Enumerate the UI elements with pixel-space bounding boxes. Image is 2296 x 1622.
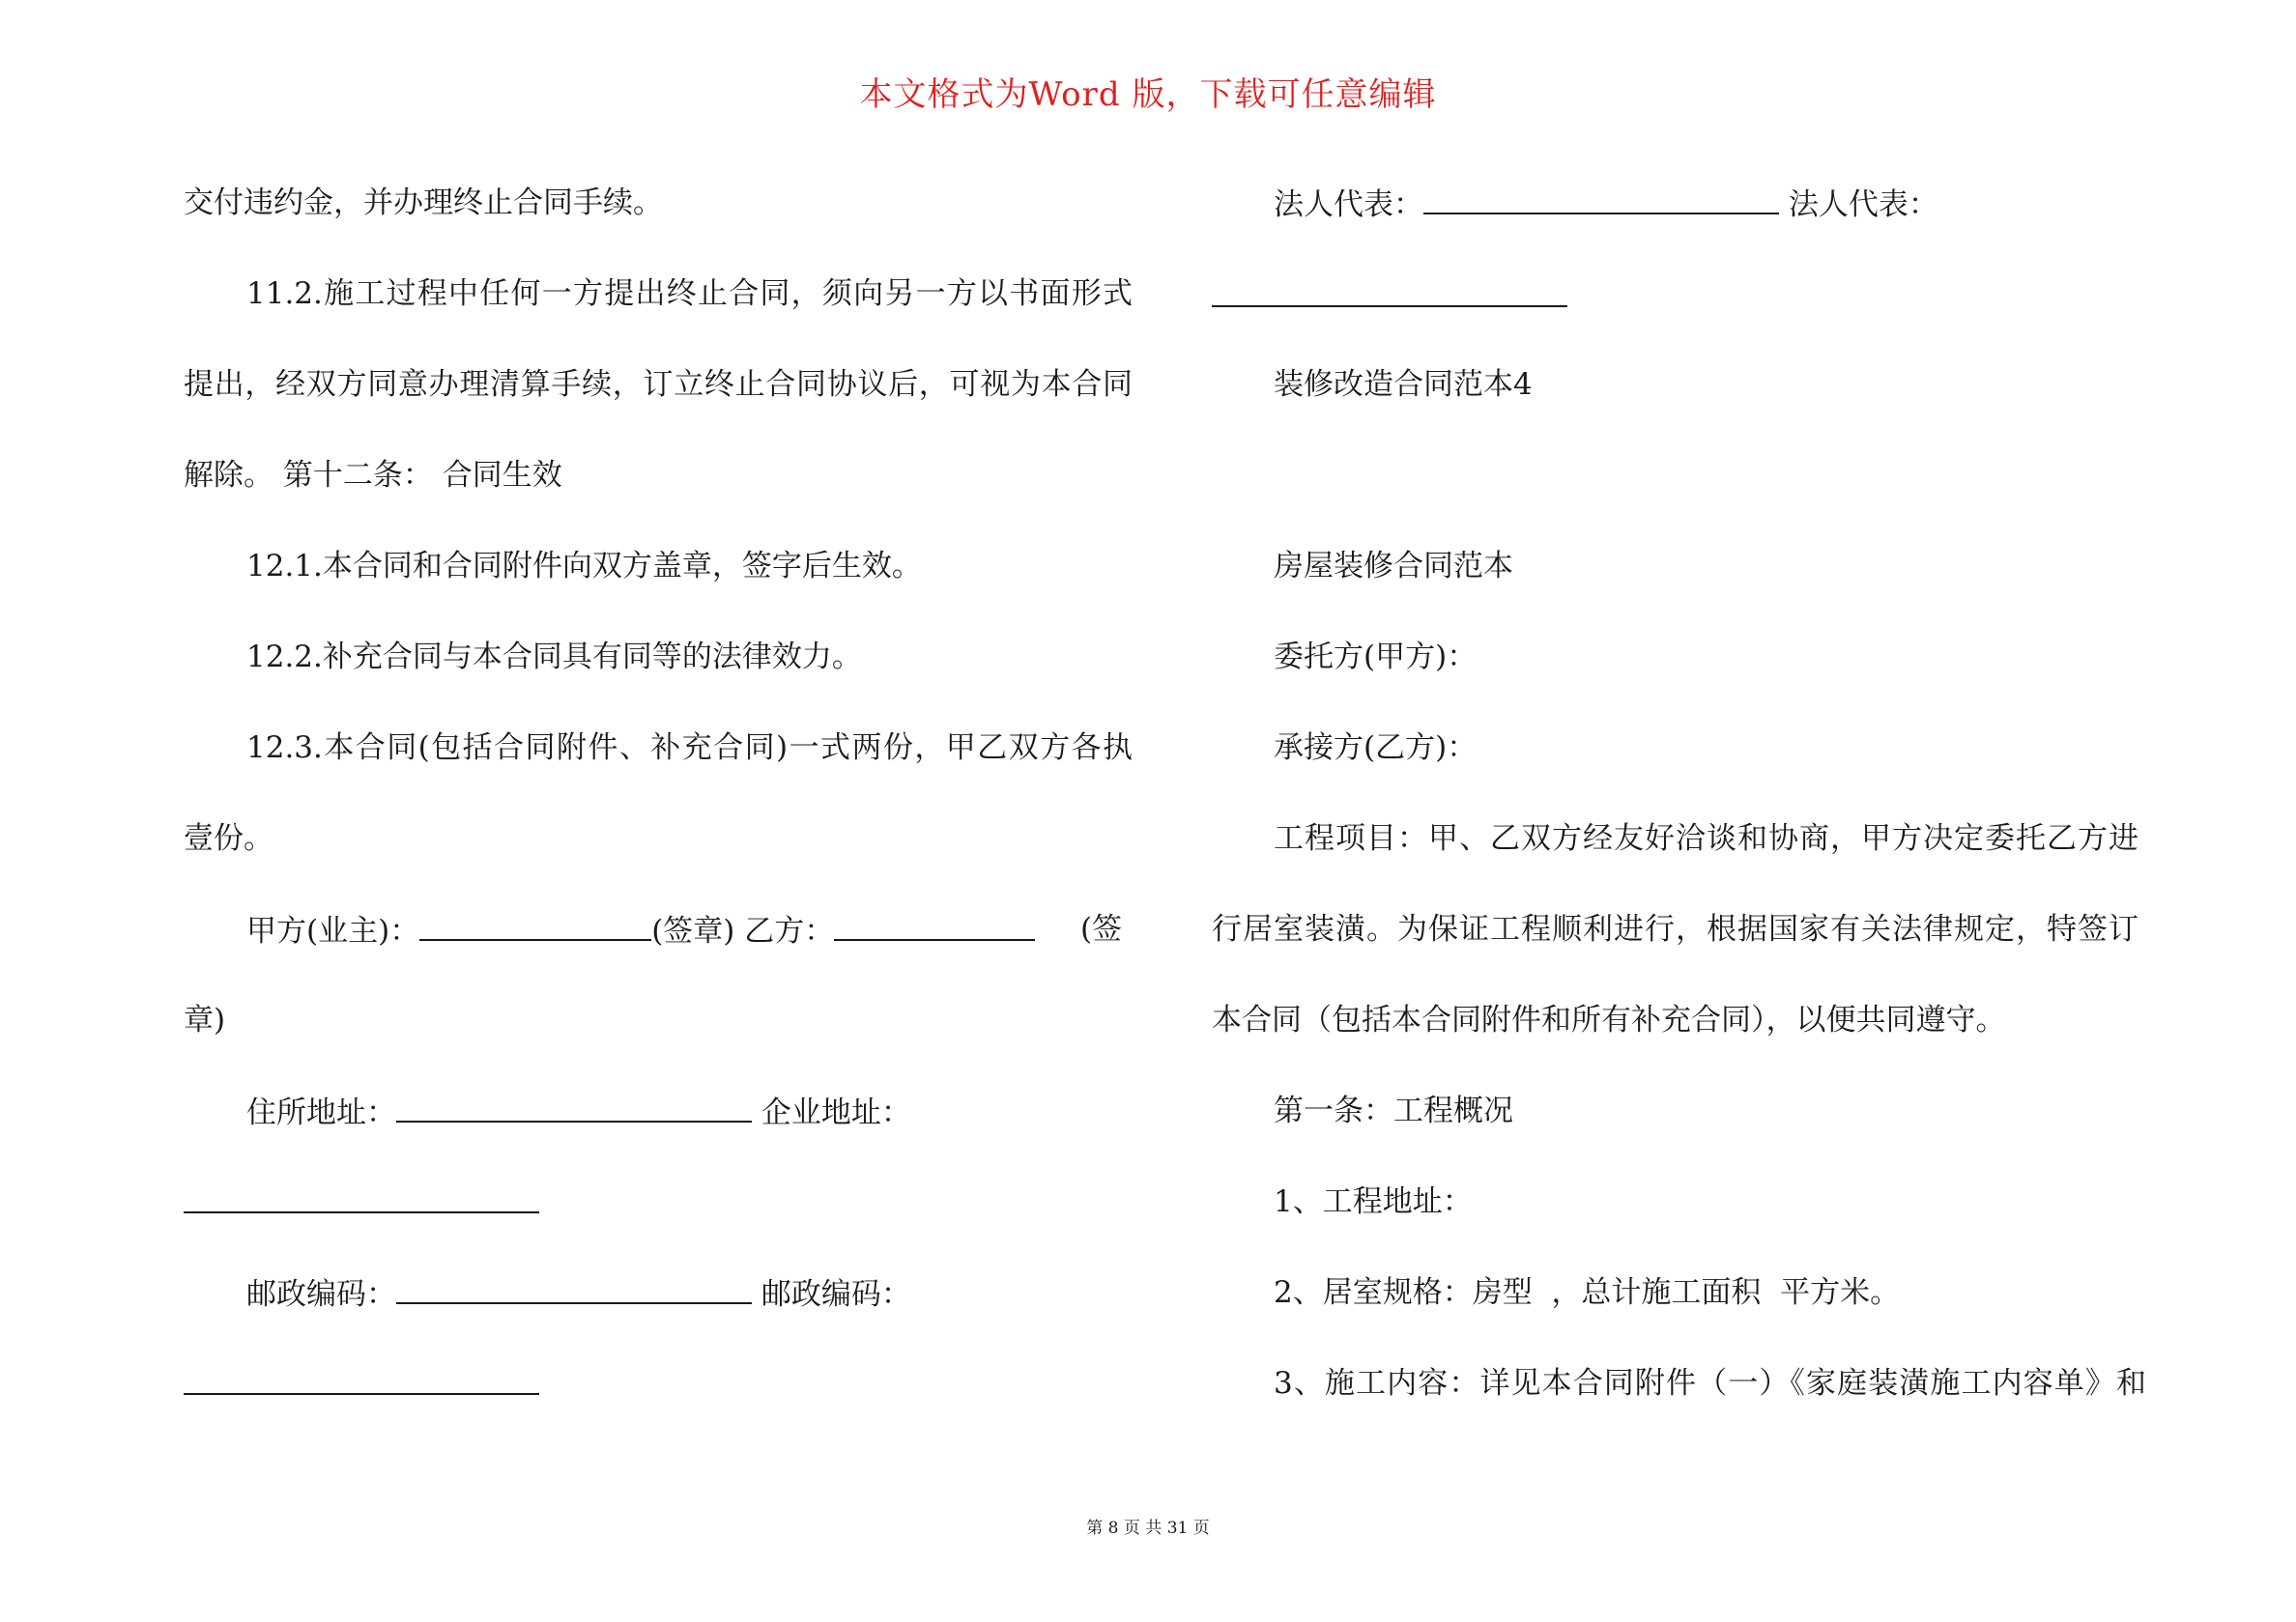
postcode-a-label: 邮政编码： (246, 1277, 396, 1312)
postcode-b-label: 邮政编码： (761, 1277, 911, 1312)
right-line-8: 本合同（包括本合同附件和所有补充合同），以便共同遵守。 (1212, 1003, 2006, 1038)
legal-rep-a-label: 法人代表： (1274, 187, 1423, 222)
left-line-9 (246, 910, 1035, 951)
legal-rep-b-blank (1212, 305, 1567, 307)
left-line-11 (246, 1092, 911, 1132)
left-line-5: 12.1.本合同和合同附件向双方盖章，签字后生效。 (246, 549, 922, 583)
right-line-6: 工程项目：甲、乙双方经友好洽谈和协商，甲方决定委托乙方进 (1274, 821, 2138, 856)
left-line-4: 解除。 第十二条： 合同生效 (184, 458, 562, 493)
residence-address-label: 住所地址： (246, 1096, 396, 1130)
left-line-10: 章) (184, 1003, 226, 1038)
postcode-b-blank (184, 1393, 539, 1395)
postcode-a-blank (396, 1273, 752, 1304)
left-line-6: 12.2.补充合同与本合同具有同等的法律效力。 (246, 640, 862, 674)
party-b-label: (签章) 乙方： (651, 914, 835, 949)
legal-rep-b-label: 法人代表： (1788, 187, 1938, 222)
left-line-8: 壹份。 (184, 821, 273, 856)
page-footer: 第 8 页 共 31 页 (1086, 1519, 1210, 1538)
left-line-12 (246, 1273, 911, 1314)
right-line-11: 2、居室规格：房型 ，总计施工面积 平方米。 (1274, 1275, 1901, 1310)
right-line-5: 承接方(乙方)： (1274, 730, 1478, 765)
right-line-1 (1274, 184, 1938, 224)
right-line-9: 第一条：工程概况 (1274, 1094, 1513, 1128)
right-line-2: 装修改造合同范本4 (1274, 367, 1533, 402)
right-line-12: 3、施工内容：详见本合同附件（一）《家庭装潢施工内容单》和 (1274, 1366, 2146, 1401)
party-a-label: 甲方(业主)： (246, 914, 420, 949)
left-line-3: 提出，经双方同意办理清算手续，订立终止合同协议后，可视为本合同 (184, 367, 1133, 402)
residence-address-blank (396, 1092, 752, 1123)
left-line-7: 12.3.本合同(包括合同附件、补充合同)一式两份，甲乙双方各执 (246, 730, 1133, 765)
page-header-notice: 本文格式为Word 版，下载可任意编辑 (859, 75, 1437, 114)
right-line-3: 房屋装修合同范本 (1274, 549, 1513, 583)
company-address-label: 企业地址： (761, 1096, 911, 1130)
party-b-blank (834, 910, 1035, 941)
seal-label-start: (签 (1080, 912, 1123, 947)
left-line-2: 11.2.施工过程中任何一方提出终止合同，须向另一方以书面形式 (246, 276, 1133, 311)
left-line-1: 交付违约金，并办理终止合同手续。 (184, 185, 663, 220)
legal-rep-a-blank (1423, 184, 1779, 214)
right-line-10: 1、工程地址： (1274, 1184, 1473, 1219)
company-address-blank (184, 1211, 539, 1213)
party-a-blank (419, 910, 651, 941)
right-line-4: 委托方(甲方)： (1274, 640, 1478, 674)
right-line-7: 行居室装潢。为保证工程顺利进行，根据国家有关法律规定，特签订 (1212, 912, 2138, 947)
